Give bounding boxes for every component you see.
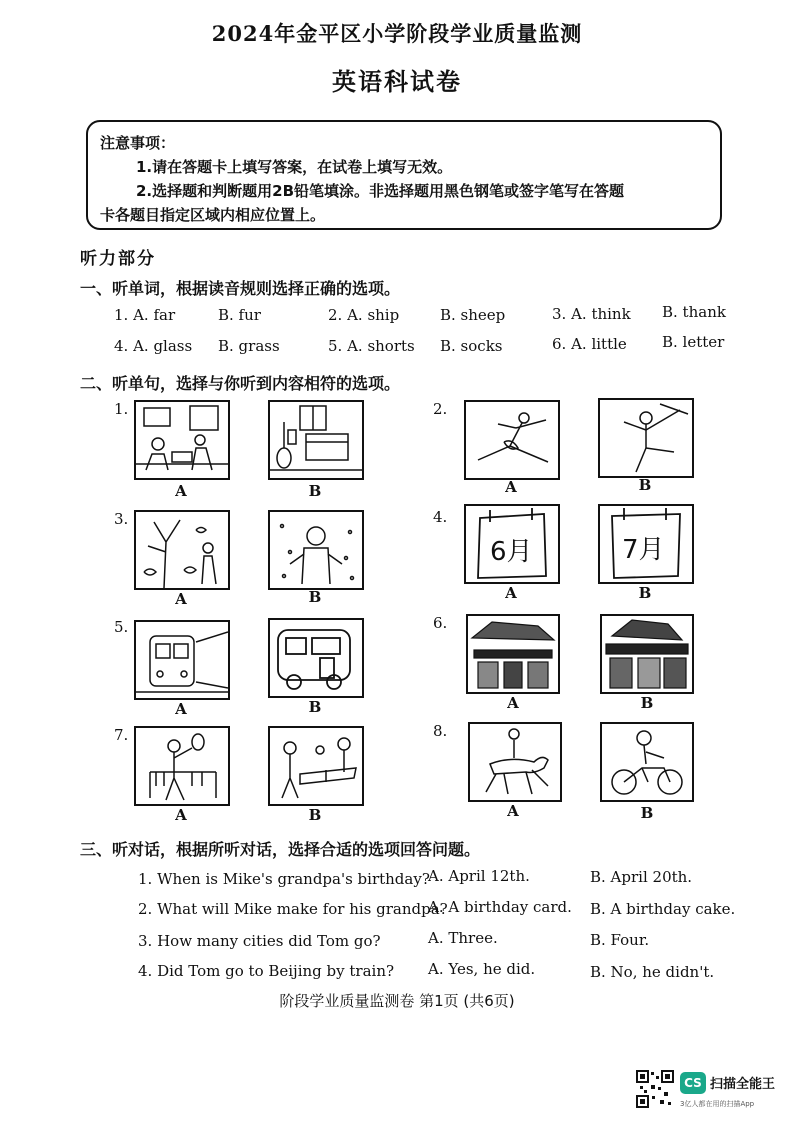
part1-item-6-a: 6. A. little <box>552 335 627 353</box>
pic-question-8-number: 8. <box>433 722 448 740</box>
part3-title: 三、听对话，根据所听对话，选择合适的选项回答问题。 <box>80 840 481 859</box>
part1-item-4-a: 4. A. glass <box>114 337 193 355</box>
part1-item-2-b: B. sheep <box>440 306 506 324</box>
part3-question-4-option-b: B. No, he didn't. <box>590 963 715 981</box>
pic-8-label-b: B <box>640 804 654 822</box>
table-tennis-picture <box>268 726 364 806</box>
part3-question-4: 4. Did Tom go to Beijing by train? <box>138 962 395 980</box>
qr-code-icon <box>636 1070 674 1108</box>
pic-7-label-b: B <box>308 806 322 824</box>
calendar-july-text: 7月 <box>622 535 665 565</box>
subway-train-picture <box>134 620 230 700</box>
pic-1-label-a: A <box>175 482 187 500</box>
part1-item-1-b: B. fur <box>218 306 261 324</box>
camscanner-logo-icon: CS <box>680 1072 706 1094</box>
pic-5-label-a: A <box>175 700 187 718</box>
part1-item-3-a: 3. A. think <box>552 305 631 323</box>
kung-fu-picture <box>598 398 694 478</box>
pic-1-label-b: B <box>308 482 322 500</box>
part3-question-1-option-a: A. April 12th. <box>428 867 530 885</box>
part1-item-2-a: 2. A. ship <box>328 306 400 324</box>
ballet-dancer-picture <box>464 400 560 480</box>
pic-2-label-b: B <box>638 476 652 494</box>
calendar-june-picture <box>464 504 560 584</box>
pic-3-label-a: A <box>175 590 187 608</box>
bus-picture <box>268 618 364 698</box>
part1-item-5-b: B. socks <box>440 337 503 355</box>
part1-item-6-b: B. letter <box>662 333 725 351</box>
page-footer: 阶段学业质量监测卷 第1页 (共6页) <box>279 992 515 1010</box>
pic-question-4-number: 4. <box>433 508 448 526</box>
pic-question-2-number: 2. <box>433 400 448 418</box>
part1-title: 一、听单词，根据读音规则选择正确的选项。 <box>80 279 401 298</box>
notice-heading: 注意事项： <box>100 134 176 152</box>
pic-4-label-b: B <box>638 584 652 602</box>
notice-line-1: 1.请在答题卡上填写答案，在试卷上填写无效。 <box>136 158 453 176</box>
notice-line-3: 卡各题目指定区域内相应位置上。 <box>100 206 326 224</box>
calendar-june-text: 6月 <box>490 537 533 567</box>
part1-item-4-b: B. grass <box>218 337 280 355</box>
shop-b-picture <box>600 614 694 694</box>
horse-riding-picture <box>468 722 562 802</box>
pic-question-5-number: 5. <box>114 618 129 636</box>
part3-question-2-option-b: B. A birthday cake. <box>590 900 736 918</box>
pic-3-label-b: B <box>308 588 322 606</box>
cycling-picture <box>600 722 694 802</box>
winter-snow-picture <box>268 510 364 590</box>
pic-question-3-number: 3. <box>114 510 129 528</box>
pic-5-label-b: B <box>308 698 322 716</box>
part3-question-1: 1. When is Mike's grandpa's birthday? <box>138 870 430 888</box>
autumn-leaves-picture <box>134 510 230 590</box>
part3-question-1-option-b: B. April 20th. <box>590 868 693 886</box>
notice-line-2: 2.选择题和判断题用2B铅笔填涂。非选择题用黑色钢笔或签字笔写在答题 <box>136 182 625 200</box>
part1-item-3-b: B. thank <box>662 303 726 321</box>
part1-item-1-a: 1. A. far <box>114 306 176 324</box>
camscanner-name: 扫描全能王 <box>710 1077 776 1092</box>
pic-6-label-b: B <box>640 694 654 712</box>
exam-subtitle: 英语科试卷 <box>332 67 462 96</box>
shop-a-picture <box>466 614 560 694</box>
part3-question-3-option-b: B. Four. <box>590 931 650 949</box>
part3-question-2: 2. What will Mike make for his grandpa? <box>138 900 448 918</box>
part3-question-3: 3. How many cities did Tom go? <box>138 932 381 950</box>
listening-section-title: 听力部分 <box>80 249 156 269</box>
pic-6-label-a: A <box>507 694 519 712</box>
part3-question-3-option-a: A. Three. <box>428 929 498 947</box>
pic-7-label-a: A <box>175 806 187 824</box>
pic-4-label-a: A <box>505 584 517 602</box>
pic-2-label-a: A <box>505 478 517 496</box>
part3-question-2-option-a: A. A birthday card. <box>428 898 572 916</box>
pic-question-7-number: 7. <box>114 726 129 744</box>
exam-title: 2024年金平区小学阶段学业质量监测 <box>211 21 583 46</box>
pic-question-6-number: 6. <box>433 614 448 632</box>
pic-question-1-number: 1. <box>114 400 129 418</box>
music-room-picture <box>268 400 364 480</box>
notice-box <box>86 120 722 230</box>
part2-title: 二、听单句，选择与你听到内容相符的选项。 <box>80 374 401 393</box>
badminton-picture <box>134 726 230 806</box>
camscanner-tagline: 3亿人都在用的扫描App <box>680 1100 755 1108</box>
calendar-july-picture <box>598 504 694 584</box>
part3-question-4-option-a: A. Yes, he did. <box>428 960 536 978</box>
classroom-picture <box>134 400 230 480</box>
pic-8-label-a: A <box>507 802 519 820</box>
part1-item-5-a: 5. A. shorts <box>328 337 415 355</box>
